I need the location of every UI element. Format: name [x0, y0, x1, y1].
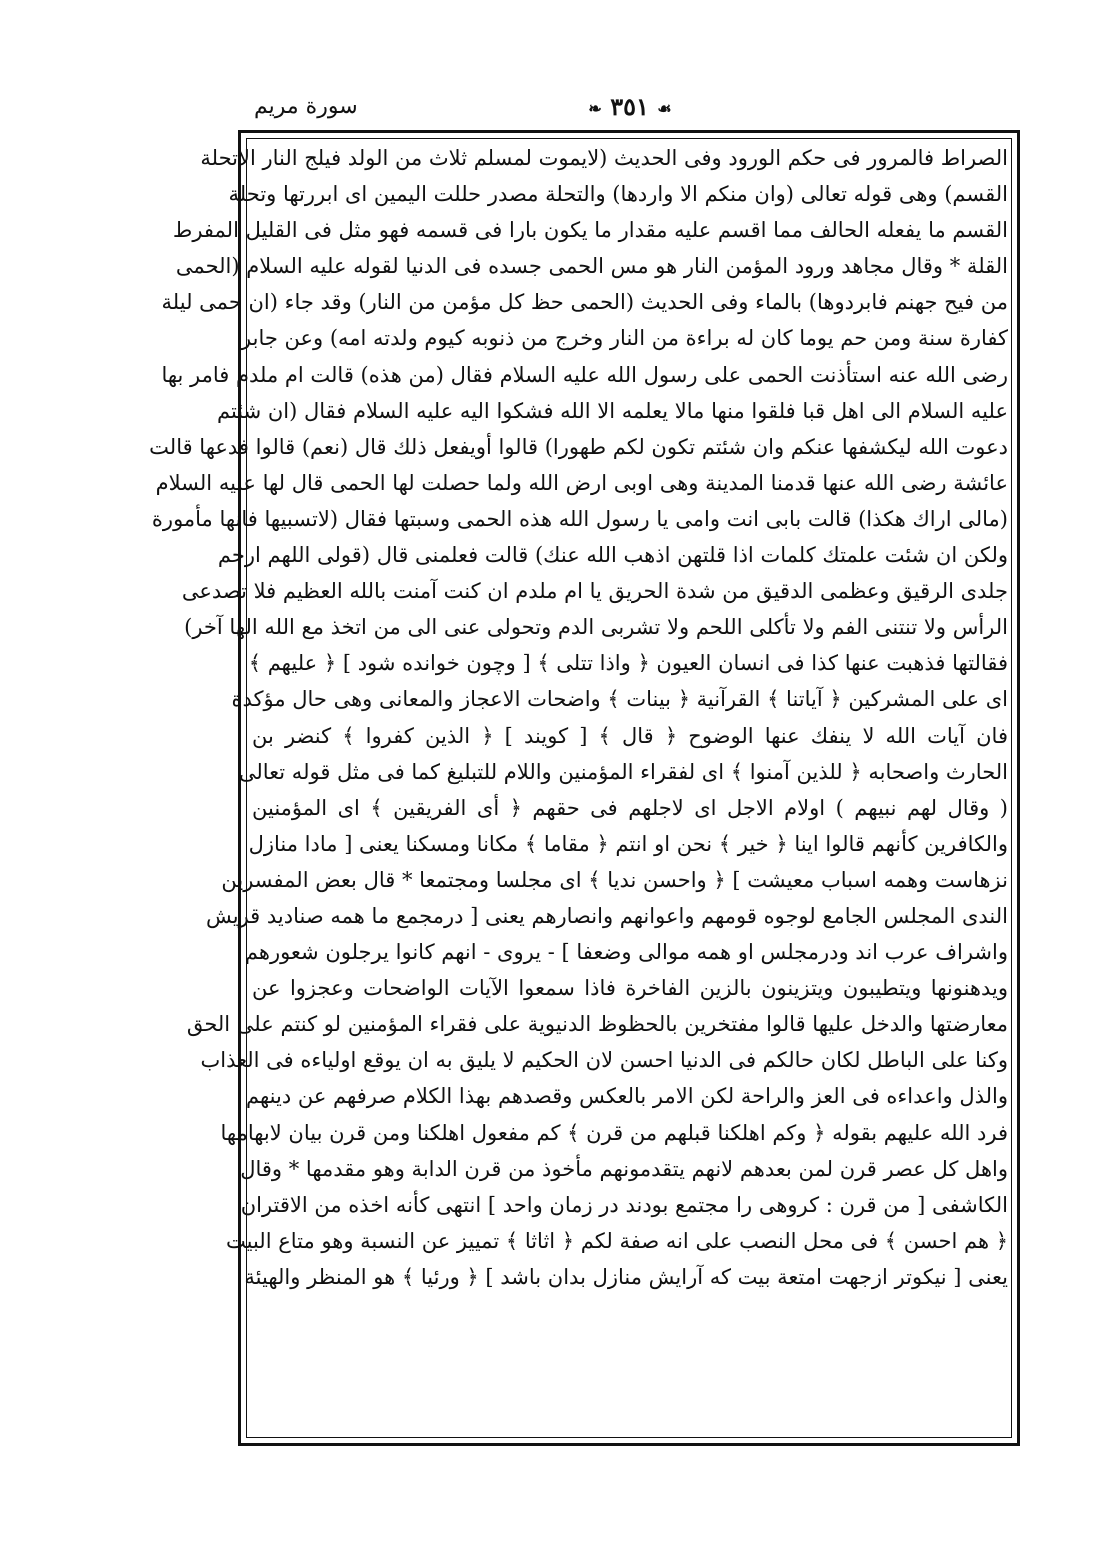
- text-line: رضى الله عنه استأذنت الحمى على رسول الله عليه السلام فقال (من هذه) قالت ام ملدم فامر بها: [161, 362, 1008, 387]
- text-line: عائشة رضى الله عنها قدمنا المدينة وهى اوبى ارض الله ولما حصلت لها الحمى قال لها عليه السلام: [155, 470, 1008, 495]
- text-line: الرأس ولا تنتنى الفم ولا تأكلى اللحم ولا تشربى الدم وتحولى عنى الى من اتخذ مع الله الها آخر): [184, 615, 1008, 640]
- text-line: الحارث واصحابه ﴿ للذين آمنوا ﴾ اى لفقراء المؤمنين واللام للتبليغ كما فى مثل قوله تعالى: [238, 759, 1008, 784]
- text-line: (مالى اراك هكذا) قالت بابى انت وامى يا رسول الله هذه الحمى وسبتها فقال (لاتسبيها فانها مأمورة: [151, 506, 1008, 531]
- page-number: ٣٥١: [610, 92, 649, 121]
- text-line: الكاشفى [ من قرن : كروهى را مجتمع بودند در زمان واحد ] انتهى كأنه اخذه من الاقتران: [240, 1192, 1008, 1217]
- text-line: معارضتها والدخل عليها قالوا مفتخرين بالحظوظ الدنيوية على فقراء المؤمنين لو كنتم على الحق: [186, 1012, 1008, 1037]
- text-line: والذل واعداءه فى العز والراحة لكن الامر بالعكس وقصدهم بهذا الكلام صرفهم عن دينهم: [246, 1084, 1008, 1109]
- text-line: وكنا على الباطل لكان حالكم فى الدنيا احسن لان الحكيم لا يليق به ان يوقع اولياءه فى العذاب: [200, 1048, 1008, 1073]
- text-line: دعوت الله ليكشفها عنكم وان شئتم تكون لكم طهورا) قالوا أويفعل ذلك قال (نعم) قالوا فدعها قالت: [149, 434, 1008, 459]
- ornament-right-icon: ☙: [657, 99, 672, 118]
- text-line: ( وقال لهم نبيهم ) اولام الاجل اى لاجلهم فى حقهم ﴿ أى الفريقين ﴾ اى المؤمنين: [252, 795, 1008, 820]
- text-line: اى على المشركين ﴿ آياتنا ﴾ القرآنية ﴿ بينات ﴾ واضحات الاعجاز والمعانى وهى حال مؤكدة: [231, 687, 1008, 712]
- text-line: واهل كل عصر قرن لمن بعدهم لانهم يتقدمونهم مأخوذ من قرن الدابة وهو مقدمها * وقال: [240, 1156, 1008, 1181]
- text-line: ﴿ هم احسن ﴾ فى محل النصب على انه صفة لكم ﴿ اثاثا ﴾ تمييز عن النسبة وهو متاع البيت: [226, 1228, 1008, 1253]
- text-line: والكافرين كأنهم قالوا اينا ﴿ خير ﴾ نحن او انتم ﴿ مقاما ﴾ مكانا ومسكنا يعنى [ مادا منازل: [248, 831, 1008, 856]
- text-line: يعنى [ نيكوتر ازجهت امتعة بيت كه آرايش منازل بدان باشد ] ﴿ ورئيا ﴾ هو المنظر والهيئة: [244, 1264, 1008, 1289]
- text-line: ولكن ان شئت علمتك كلمات اذا قلتهن اذهب الله عنك) قالت فعلمنى قال (قولى اللهم ارحم: [217, 543, 1008, 568]
- page-number-block: [540, 92, 720, 121]
- text-line: جلدى الرقيق وعظمى الدقيق من شدة الحريق يا ام ملدم ان كنت آمنت بالله العظيم فلا تصدعى: [181, 579, 1008, 604]
- text-line: الصراط فالمرور فى حكم الورود وفى الحديث (لايموت لمسلم ثلاث من الولد فيلج النار الاتحلة: [200, 146, 1008, 170]
- text-line: القسم) وهى قوله تعالى (وان منكم الا واردها) والتحلة مصدر حللت اليمين اى ابررتها وتحلة: [228, 182, 1008, 207]
- text-line: من فيح جهنم فابردوها) بالماء وفى الحديث (الحمى حظ كل مؤمن من النار) وقد جاء (ان حمى ليلة: [161, 290, 1008, 315]
- text-line: الندى المجلس الجامع لوجوه قومهم واعوانهم وانصارهم يعنى [ درمجمع ما همه صناديد قريش: [205, 903, 1008, 928]
- surah-name: سورة مريم: [254, 94, 358, 119]
- page-header: [240, 92, 1018, 132]
- text-line: عليه السلام الى اهل قبا فلقوا منها مالا يعلمه الا الله فشكوا اليه عليه السلام فقال (ان شئتم: [216, 398, 1008, 423]
- text-line: نزهاست وهمه اسباب معيشت ] ﴿ واحسن نديا ﴾ اى مجلسا ومجتمعا * قال بعض المفسرين: [221, 867, 1008, 892]
- text-line: القلة * وقال مجاهد ورود المؤمن النار هو مس الحمى جسده فى الدنيا لقوله عليه السلام (الحمى: [175, 254, 1008, 279]
- text-line: واشراف عرب اند ودرمجلس او همه موالى وضعفا ] - يروى - انهم كانوا يرجلون شعورهم: [244, 940, 1008, 965]
- text-line: كفارة سنة ومن حم يوما كان له براءة من النار وخرج من ذنوبه كيوم ولدته امه) وعن جابر: [241, 326, 1008, 351]
- text-line: ويدهنونها ويتطيبون ويتزينون بالزين الفاخرة فاذا سمعوا الآيات الواضحات وعجزوا عن: [252, 976, 1008, 1001]
- text-line: فقالتها فذهبت عنها كذا فى انسان العيون ﴿ واذا تتلى ﴾ [ وچون خوانده شود ] ﴿ عليهم ﴾: [248, 651, 1008, 676]
- ornament-left-icon: ❧: [588, 99, 602, 118]
- text-body: [149, 140, 1008, 1440]
- text-line: فرد الله عليهم بقوله ﴿ وكم اهلكنا قبلهم من قرن ﴾ كم مفعول اهلكنا ومن قرن بيان لابهامها: [220, 1120, 1008, 1145]
- text-line: القسم ما يفعله الحالف مما اقسم عليه مقدار ما يكون بارا فى قسمه فهو مثل فى القليل المفرط: [172, 218, 1008, 243]
- text-line: فان آيات الله لا ينفك عنها الوضوح ﴿ قال ﴾ [ كويند ] ﴿ الذين كفروا ﴾ كنضر بن: [252, 723, 1008, 748]
